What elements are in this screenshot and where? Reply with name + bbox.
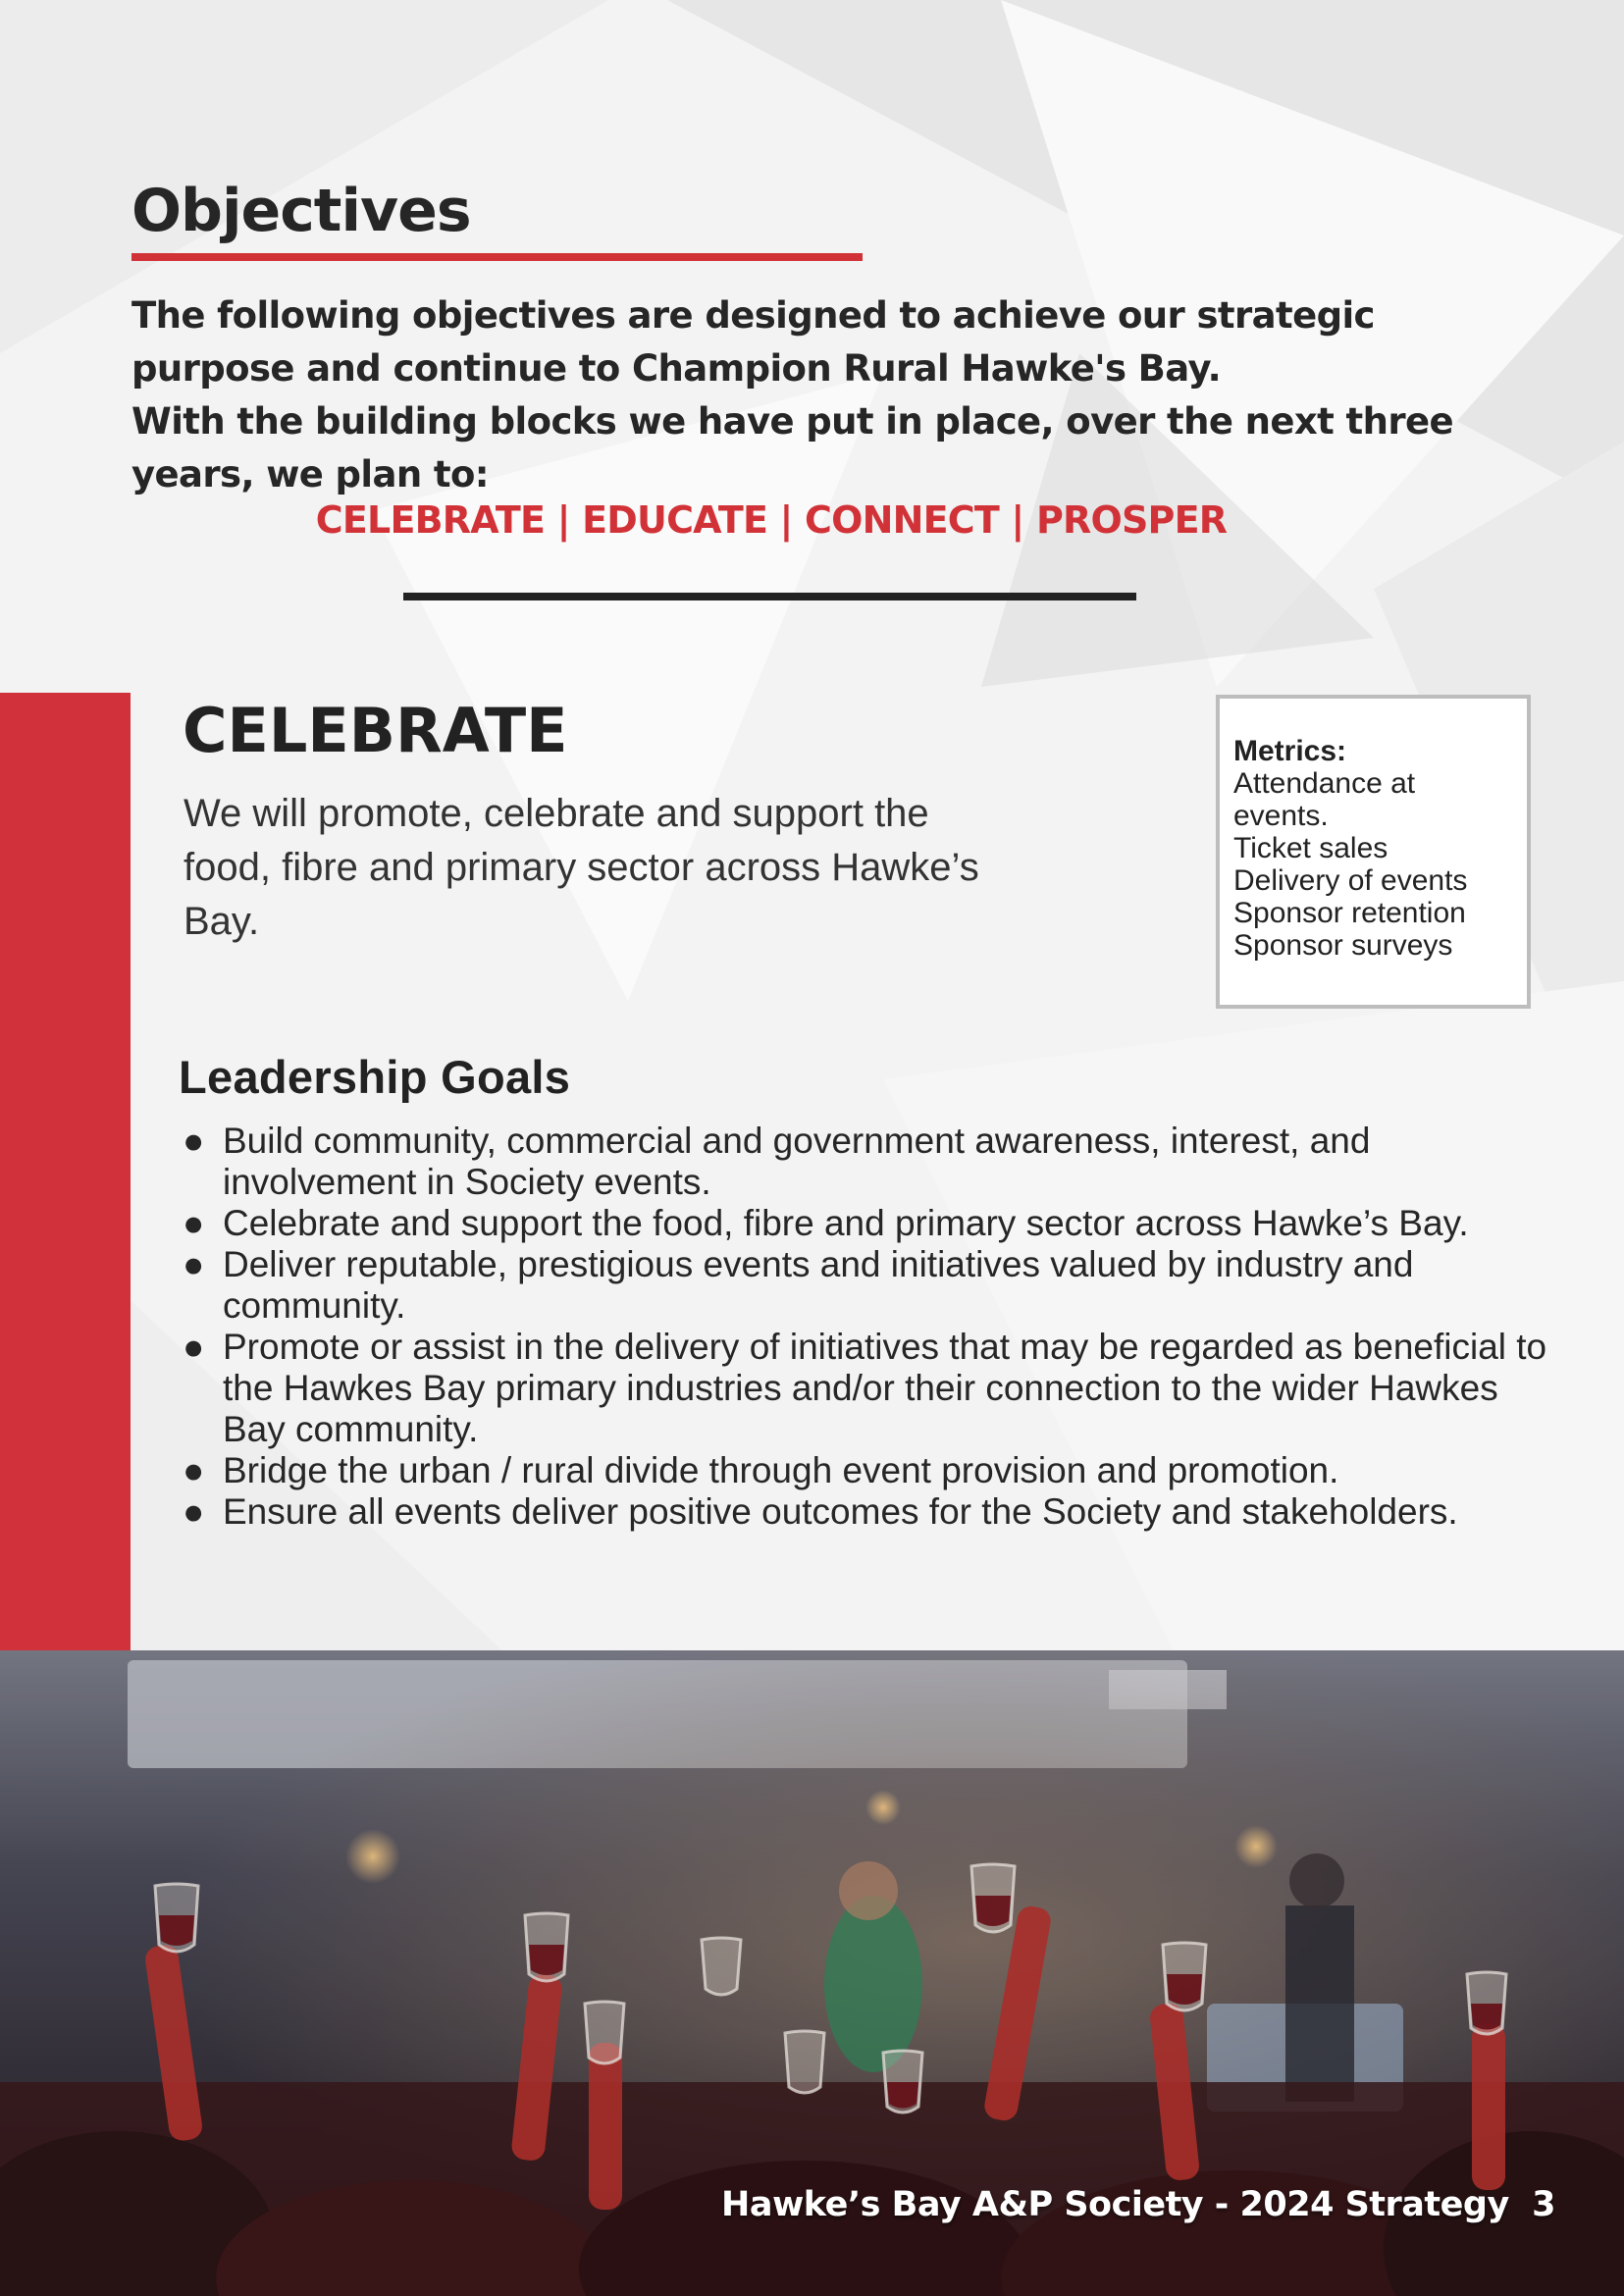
metric-item: Sponsor surveys (1233, 929, 1453, 962)
page-title: Objectives (131, 177, 471, 245)
goal-text: Bridge the urban / rural divide through event provision and promotion. (223, 1450, 1339, 1490)
goal-item (179, 1244, 1562, 1327)
bullet-icon: ● (183, 1244, 205, 1284)
metric-item: Delivery of events (1233, 864, 1468, 897)
leadership-goals-list (179, 1121, 1562, 1533)
intro-line-2: With the building blocks we have put in place, over the next three years, we plan to: (131, 400, 1453, 496)
bullet-icon: ● (183, 1491, 205, 1532)
metric-item: Ticket sales (1233, 832, 1388, 864)
goal-text: Promote or assist in the delivery of initiatives that may be regarded as beneficial to the Hawkes Bay primary industries and/or their connection to the wider Hawkes Bay community. (223, 1327, 1547, 1449)
goal-item (179, 1121, 1562, 1203)
goal-text: Build community, commercial and government awareness, interest, and involvement in Society events. (223, 1121, 1371, 1202)
goal-item (179, 1491, 1562, 1533)
goal-text: Ensure all events deliver positive outcomes for the Society and stakeholders. (223, 1491, 1458, 1532)
celebrate-title: CELEBRATE (183, 695, 568, 766)
intro-line-1: The following objectives are designed to achieve our strategic purpose and continue to Champion Rural Hawke's Bay. (131, 294, 1375, 390)
accent-side-bar (0, 693, 131, 1650)
goal-text: Celebrate and support the food, fibre and primary sector across Hawke’s Bay. (223, 1203, 1469, 1243)
bullet-icon: ● (183, 1121, 205, 1161)
metric-item: Attendance at events. (1233, 767, 1416, 832)
metrics-box (1216, 695, 1531, 1009)
section-divider (403, 593, 1136, 600)
goal-item (179, 1327, 1562, 1450)
goal-text: Deliver reputable, prestigious events and initiatives valued by industry and community. (223, 1244, 1414, 1326)
bullet-icon: ● (183, 1450, 205, 1490)
metric-item: Sponsor retention (1233, 897, 1466, 929)
celebrate-description: We will promote, celebrate and support the food, fibre and primary sector across Hawke’s Bay. (183, 792, 979, 943)
title-underline (131, 253, 863, 261)
metrics-heading: Metrics: (1233, 735, 1347, 767)
page-number: 3 (1532, 2185, 1555, 2224)
bullet-icon: ● (183, 1327, 205, 1367)
page-footer (721, 2185, 1555, 2224)
objectives-intro (131, 289, 1525, 501)
footer-text: Hawke’s Bay A&P Society - 2024 Strategy (721, 2185, 1509, 2224)
bullet-icon: ● (183, 1203, 205, 1243)
leadership-goals-title: Leadership Goals (179, 1051, 571, 1103)
goal-item (179, 1203, 1562, 1244)
pillars-tagline: CELEBRATE | EDUCATE | CONNECT | PROSPER (315, 498, 1228, 542)
goal-item (179, 1450, 1562, 1491)
